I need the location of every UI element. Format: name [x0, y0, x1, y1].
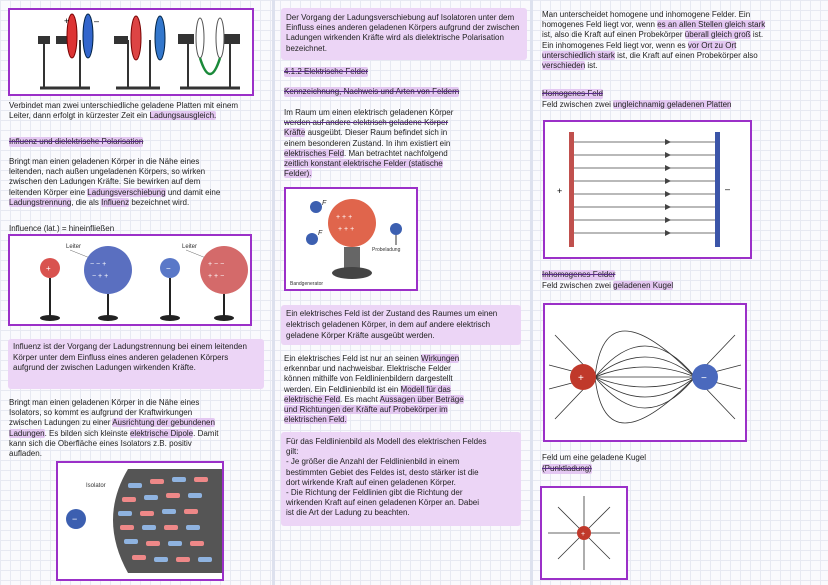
punktladung-figure [540, 486, 628, 580]
influence-definition: Influence (lat.) = hineinfließen [9, 224, 115, 233]
isolator-label: Isolator [86, 483, 106, 489]
influenz-definition-text: Influenz ist der Vorgang der Ladungstrennung bei einem leitenden Körper unter dem Einfluss eines anderen geladenen Körpers aufgrund der zwischen Ladungen wirkenden Kräfte. [13, 342, 247, 372]
svg-text:+: + [46, 264, 51, 273]
svg-text:+ + +: + + + [338, 226, 355, 233]
homogen-subtitle: Feld zwischen zwei ungleichnamig geladenen Platten [542, 100, 732, 109]
plus-sign: + [557, 186, 563, 196]
plates-figure [8, 8, 254, 96]
paragraph-feldarten: Man unterscheidet homogene und inhomogene Felder. Ein homogenes Feld liegt vor, wenn es an allen Stellen gleich stark ist, also die Kraft auf einen Probekörper überall gleich groß ist. Ein inhomogenes Feld liegt vor, wenn es vor Ort zu Ort unterschiedlich stark ist, die Kraft auf einen Probekörper also verschieden ist. [542, 10, 766, 71]
leiter-label-1: Leiter [66, 244, 82, 250]
homogen-field-illustration [545, 122, 750, 257]
probeladung-label: Probeladung [372, 247, 401, 253]
bandgenerator-figure [284, 187, 418, 291]
isolator-illustration [58, 463, 222, 579]
svg-text:−: − [701, 373, 707, 384]
svg-text:−: − [166, 264, 171, 273]
inhomogen-field-illustration [545, 305, 745, 440]
inhomogen-subtitle: Feld zwischen zwei geladenen Kugel [542, 281, 674, 290]
svg-text:− + +: − + + [92, 273, 109, 280]
svg-text:−: − [72, 514, 78, 524]
svg-text:− − +: − − + [90, 261, 107, 268]
modell-box-text: Für das Feldlinienbild als Modell des elektrischen Feldes gilt: - Je größer die Anzahl der Feldlinienbild in einem bestimmten Gebiet des Feldes ist, desto stärker ist die dort wirkende Kraft auf einen geladenen Körper. - Die Richtung der Feldlinien gibt die Richtung der wirkenden Kraft auf einen geladenen Körper an. Dabei ist die Art der Ladung zu beachten. [286, 437, 487, 518]
influenz-illustration [10, 236, 250, 324]
svg-text:+: + [64, 16, 70, 26]
svg-text:+ + −: + + − [208, 273, 225, 280]
homogen-title: Homogenes Feld [542, 89, 603, 98]
inhomogen-figure [543, 303, 747, 442]
charged-plates-illustration [10, 10, 252, 94]
force-label-1: F [322, 200, 327, 207]
isolator-figure [56, 461, 224, 581]
field-lines [574, 142, 715, 233]
stand-3 [178, 18, 240, 88]
paragraph-isolator: Bringt man einen geladenen Körper in die Nähe eines Isolators, so kommt es aufgrund der Kraftwirkungen zwischen Ladungen zu einer Ausrichtung der gebundenen Ladungen. Es bilden sich kleinste elektrische Dipole. Damit kann sich die Oberfläche eines Isolators z.B. positiv aufladen. [9, 398, 219, 459]
paragraph-wirkungen: Ein elektrisches Feld ist nur an seinen Wirkungen erkennbar und nachweisbar. Elektrische Felder können mithilfe von Feldlinienbildern dargestellt werden. Ein Feldlinienbild ist ein Modell für das elektrische Feld. Es macht Aussagen über Beträge und Richtungen der Kräfte auf Probekörper im elektrischen Feld. [284, 354, 464, 425]
bandgenerator-label: Bandgenerator [290, 281, 324, 287]
heading-influenz: Influenz und dielektrische Polarisation [9, 137, 144, 146]
paragraph-leiter: Verbindet man zwei unterschiedliche geladene Platten mit einem Leiter, dann erfolgt in kürzester Zeit ein Ladungsausgleich. [9, 101, 239, 121]
paragraph-raum: Im Raum um einen elektrisch geladenen Körper werden auf andere elektrisch geladene Körper Kräfte ausgeübt. Dieser Raum befindet sich in einem besonderen Zustand. In ihm existiert ein elektrisches Feld. Man betrachtet nachfolgend zeitlich konstant elektrische Felder (statische Felder). [284, 108, 454, 179]
leiter-label-2: Leiter [182, 244, 198, 250]
force-label-2: F [318, 230, 323, 237]
kugel-title: Feld um eine geladene Kugel [542, 453, 647, 462]
svg-text:+ + +: + + + [336, 214, 353, 221]
stand-2 [114, 16, 165, 88]
feld-definition-text: Ein elektrisches Feld ist der Zustand des Raumes um einen elektrisch geladenen Körper, in dem auf andere elektrisch geladene Körper Kräfte ausgeübt werden. [286, 309, 498, 340]
punktladung-illustration [542, 488, 626, 578]
bandgenerator-illustration [286, 189, 416, 289]
homogen-figure [543, 120, 752, 259]
svg-text:+: + [578, 373, 584, 384]
column-divider [272, 0, 275, 585]
column-divider [530, 0, 533, 585]
stand-1 [38, 14, 99, 88]
section-subtitle: Kennzeichnung, Nachweis und Arten von Feldern [284, 87, 460, 96]
inhomogen-title: Inhomogenes Felder [542, 270, 616, 279]
svg-text:–: – [94, 16, 100, 26]
minus-sign: – [725, 184, 731, 194]
kugel-subtitle: (Punktladung) [542, 464, 592, 473]
section-title: 4.1.2 Elektrische Felder [284, 67, 369, 76]
svg-text:+ − −: + − − [208, 261, 225, 268]
polarisation-definition-text: Der Vorgang der Ladungsverschiebung auf Isolatoren unter dem Einfluss eines anderen geladenen Körpers aufgrund der zwischen Ladungen wirkenden Kräfte wird als dielektrische Polarisation bezeichnet. [286, 13, 520, 53]
influenz-figure [8, 234, 252, 326]
paragraph-influenz: Bringt man einen geladenen Körper in die Nähe eines leitenden, nach außen ungeladenen Körpers, so wirken zwischen den Ladungen Kräfte. Sie bewirken auf dem leitenden Körper eine Ladungsverschiebung und damit eine Ladungstrennung, die als Influenz bezeichnet wird. [9, 157, 221, 207]
svg-text:+: + [581, 531, 586, 538]
